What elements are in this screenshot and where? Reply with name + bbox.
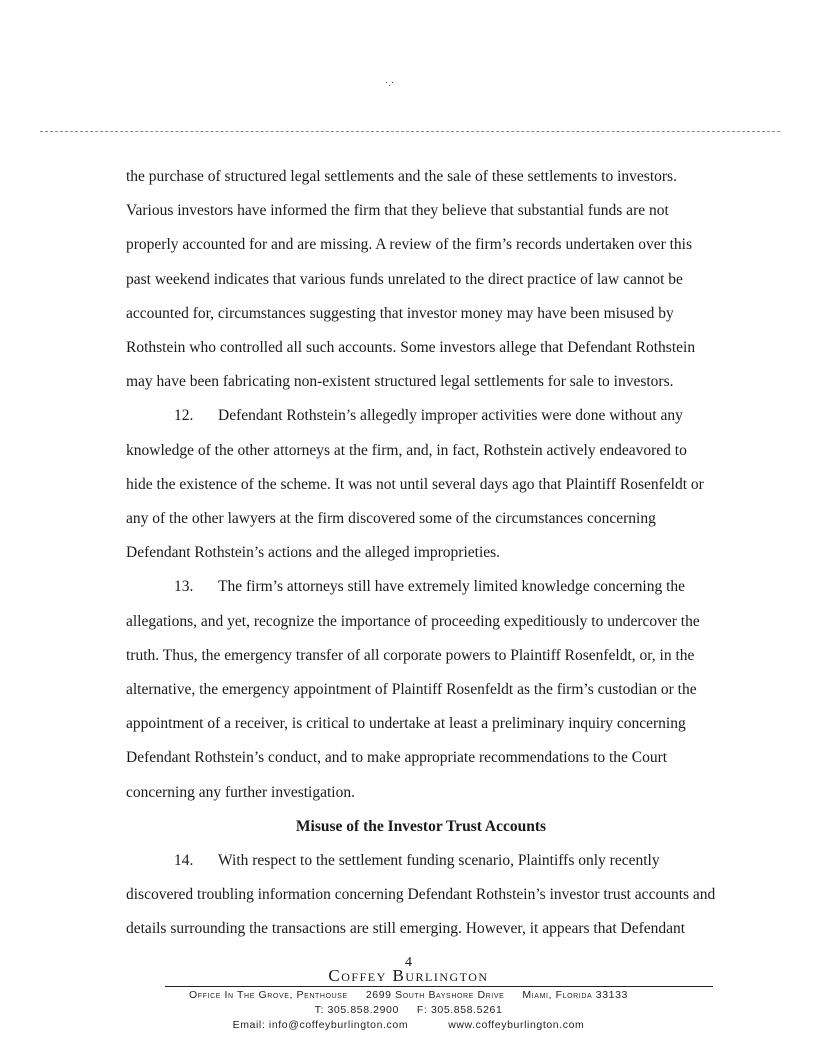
top-dashed-rule	[40, 131, 780, 132]
office-location: Office In The Grove, Penthouse	[189, 989, 348, 1001]
paragraph-text: The firm’s attorneys still have extremely limited knowledge concerning the allegations, and yet, recognize the importance of proceeding expeditiously to undercover the truth. Thus, the emergency transfer of all corporate powers to Plaintiff Rosenfeldt, or, in the alternative, the emergency appointment of Plaintiff Rosenfeldt as the firm’s custodian or the appointment of a receiver, is critical to undertake at least a preliminary inquiry concerning Defendant Rothstein’s conduct, and to make appropriate recommendations to the Court concerning any further investigation.	[126, 578, 700, 801]
website-url: www.coffeyburlington.com	[448, 1019, 585, 1031]
paragraph-number: 14.	[174, 852, 194, 870]
paragraph-13	[126, 570, 716, 809]
fax-number: F: 305.858.5261	[416, 1004, 503, 1016]
paragraph-number: 13.	[174, 578, 194, 596]
footer-phone-line	[0, 1004, 817, 1016]
section-heading: Misuse of the Investor Trust Accounts	[295, 817, 547, 835]
firm-name: Coffey Burlington	[328, 966, 489, 985]
paragraph-number: 12.	[174, 407, 194, 425]
scan-specks: ·.·	[385, 78, 395, 89]
city-state-zip: Miami, Florida 33133	[522, 989, 628, 1001]
page-number: 4	[405, 955, 412, 970]
paragraph-text: Defendant Rothstein’s allegedly improper activities were done without any knowledge of the other attorneys at the firm, and, in fact, Rothstein actively endeavored to hide the existence of the scheme. It was not until several days ago that Plaintiff Rosenfeldt or any of the other lawyers at the firm discovered some of the circumstances concerning Defendant Rothstein’s actions and the alleged improprieties.	[126, 407, 704, 562]
document-body	[126, 160, 716, 947]
street-address: 2699 South Bayshore Drive	[365, 989, 505, 1001]
email-address: Email: info@coffeyburlington.com	[232, 1019, 409, 1031]
paragraph-text: With respect to the settlement funding scenario, Plaintiffs only recently discovered troubling information concerning Defendant Rothstein’s investor trust accounts and details surrounding the transactions are still emerging. However, it appears that Defendant	[126, 852, 716, 938]
paragraph-14	[126, 844, 716, 947]
phone-number: T: 305.858.2900	[314, 1004, 399, 1016]
footer-rule	[165, 986, 713, 987]
paragraph-12	[126, 399, 716, 570]
paragraph-11-continued: the purchase of structured legal settlements and the sale of these settlements to investors. Various investors have informed the firm that they believe that substantial funds are not properly accounted for and are missing. A review of the firm’s records undertaken over this past weekend indicates that various funds unrelated to the direct practice of law cannot be accounted for, circumstances suggesting that investor money may have been misused by Rothstein who controlled all such accounts. Some investors allege that Defendant Rothstein may have been fabricating non-existent structured legal settlements for sale to investors.	[126, 168, 696, 391]
footer-contact-line	[0, 1019, 817, 1031]
footer-address-line	[0, 989, 817, 1001]
